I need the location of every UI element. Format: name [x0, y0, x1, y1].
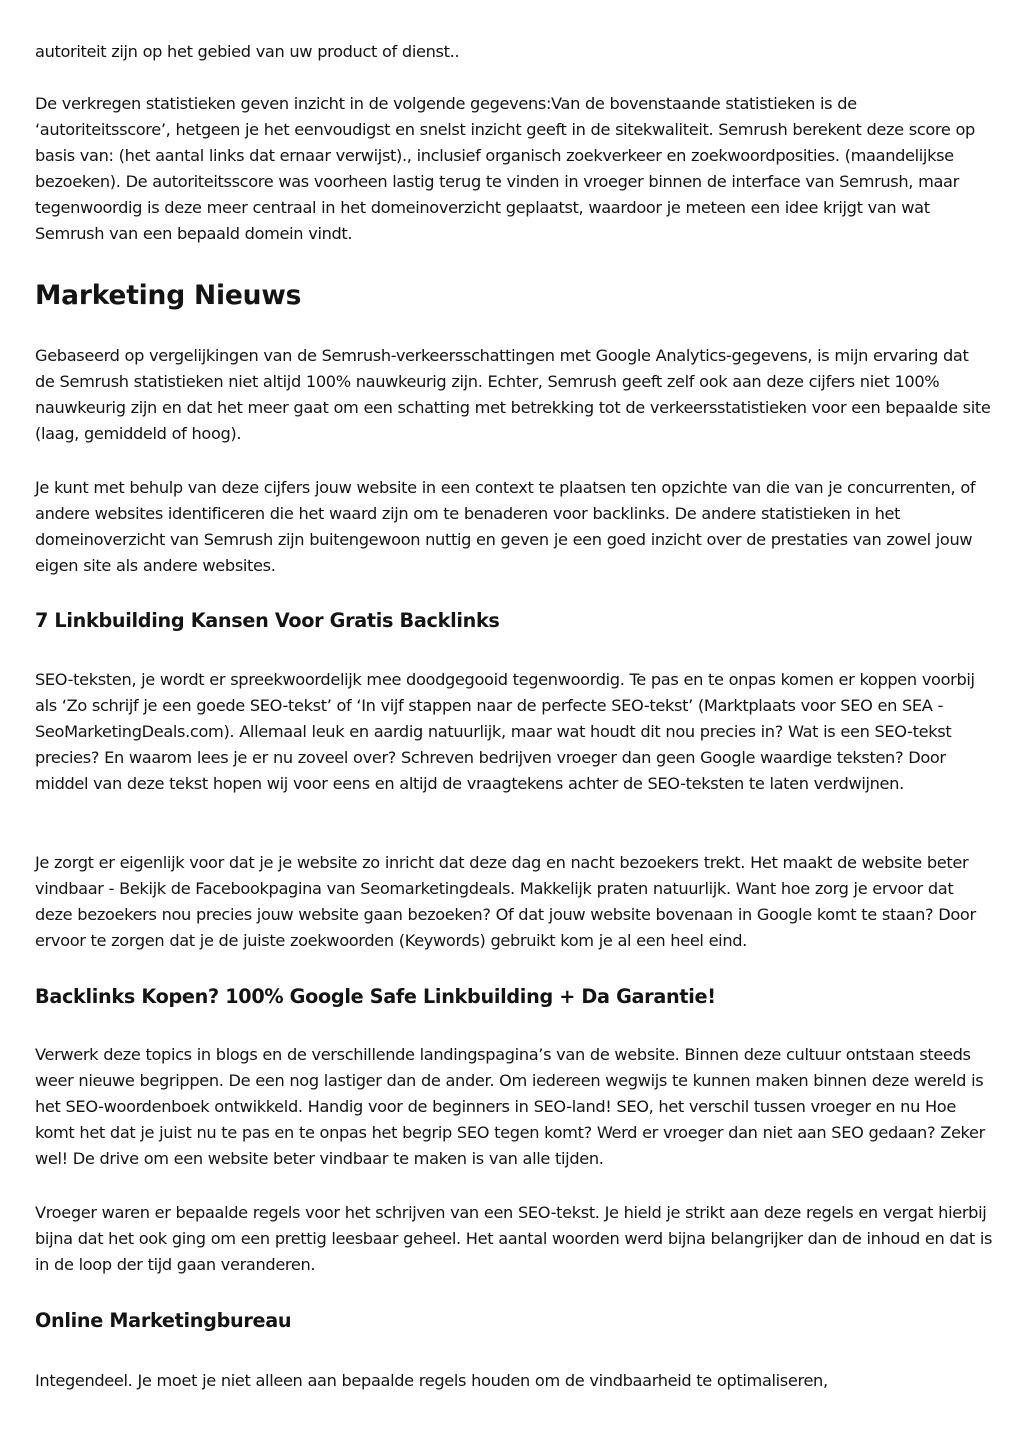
paragraph-website-bezoekers: Je zorgt er eigenlijk voor dat je je website zo inricht dat deze dag en nacht bezoekers trekt. Het maakt de website beter vindbaar - Bekijk de Facebookpagina van Seomarketingdeals. Makkelijk praten natuurlijk. Want hoe zorg je ervoor dat deze bezoekers nou precies jouw website gaan bezoeken? Of dat jouw website bovenaan in Google komt te staan? Door ervoor te zorgen dat je de juiste zoekwoorden (Keywords) gebruikt kom je al een heel eind. — [35, 853, 976, 950]
heading-online-marketingbureau: Online Marketingbureau — [35, 1309, 292, 1332]
heading-backlinks-kopen: Backlinks Kopen? 100% Google Safe Linkbuilding + Da Garantie! — [35, 985, 716, 1008]
paragraph-authority-intro: autoriteit zijn op het gebied van uw product of dienst.. — [35, 42, 460, 61]
paragraph-semrush-statistics: De verkregen statistieken geven inzicht in de volgende gegevens:Van de bovenstaande statistieken is de ‘autoriteitsscore’, hetgeen je het eenvoudigst en snelst inzicht geeft in de sitekwaliteit. Semrush berekent deze score op basis van: (het aantal links dat ernaar verwijst)., inclusief organisch zoekverkeer en zoekwoordposities. (maandelijkse bezoeken). De autoriteitsscore was voorheen lastig terug te vinden in vroeger binnen de interface van Semrush, maar tegenwoordig is deze meer centraal in het domeinoverzicht geplaatst, waardoor je meteen een idee krijgt van wat Semrush van een bepaald domein vindt. — [35, 94, 975, 243]
paragraph-traffic-estimates: Gebaseerd op vergelijkingen van de Semrush-verkeersschattingen met Google Analytics-gegevens, is mijn ervaring dat de Semrush statistieken niet altijd 100% nauwkeurig zijn. Echter, Semrush geeft zelf ook aan deze cijfers niet 100% nauwkeurig zijn en dat het meer gaat om een schatting met betrekking tot de verkeersstatistieken voor een bepaalde site (laag, gemiddeld of hoog). — [35, 346, 991, 443]
paragraph-integendeel: Integendeel. Je moet je niet alleen aan bepaalde regels houden om de vindbaarheid te optimaliseren, — [35, 1371, 828, 1390]
paragraph-competitor-context: Je kunt met behulp van deze cijfers jouw website in een context te plaatsen ten opzichte van die van je concurrenten, of andere websites identificeren die het waard zijn om te benaderen voor backlinks. De andere statistieken in het domeinoverzicht van Semrush zijn buitengewoon nuttig en geven je een goed inzicht over de prestaties van zowel jouw eigen site als andere websites. — [35, 478, 976, 575]
paragraph-seo-regels: Vroeger waren er bepaalde regels voor het schrijven van een SEO-tekst. Je hield je strikt aan deze regels en vergat hierbij bijna dat het ook ging om een prettig leesbaar geheel. Het aantal woorden werd bijna belangrijker dan de inhoud en dat is in de loop der tijd gaan veranderen. — [35, 1203, 993, 1274]
heading-linkbuilding-kansen: 7 Linkbuilding Kansen Voor Gratis Backlinks — [35, 609, 500, 632]
paragraph-seo-teksten: SEO-teksten, je wordt er spreekwoordelijk mee doodgegooid tegenwoordig. Te pas en te onpas komen er koppen voorbij als ‘Zo schrijf je een goede SEO-tekst’ of ‘In vijf stappen naar de perfecte SEO-tekst’ (Marktplaats voor SEO en SEA - SeoMarketingDeals.com). Allemaal leuk en aardig natuurlijk, maar wat houdt dit nou precies in? Wat is een SEO-tekst precies? En waarom lees je er nu zoveel over? Schreven bedrijven vroeger dan geen Google waardige teksten? Door middel van deze tekst hopen wij voor eens en altijd de vraagtekens achter de SEO-teksten te laten verdwijnen. — [35, 670, 975, 793]
paragraph-seo-woordenboek: Verwerk deze topics in blogs en de verschillende landingspagina’s van de website. Binnen deze cultuur ontstaan steeds weer nieuwe begrippen. De een nog lastiger dan de ander. Om iedereen wegwijs te kunnen maken binnen deze wereld is het SEO-woordenboek ontwikkeld. Handig voor de beginners in SEO-land! SEO, het verschil tussen vroeger en nu Hoe komt het dat je juist nu te pas en te onpas het begrip SEO tegen komt? Werd er vroeger dan niet aan SEO gedaan? Zeker wel! De drive om een website beter vindbaar te maken is van alle tijden. — [35, 1045, 985, 1168]
heading-marketing-nieuws: Marketing Nieuws — [35, 280, 302, 311]
